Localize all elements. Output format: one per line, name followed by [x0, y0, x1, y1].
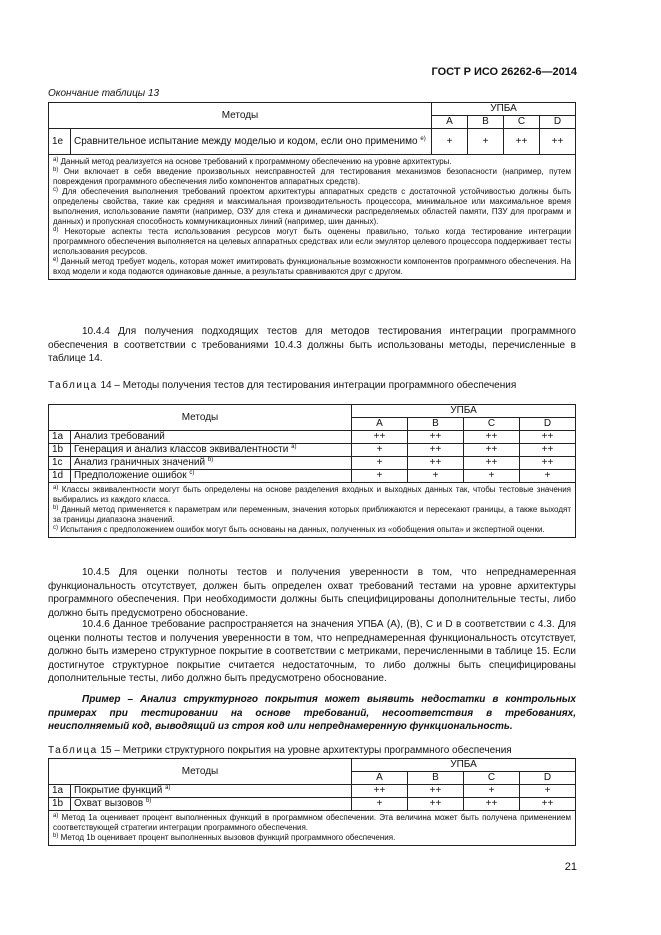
footnote: $^{b)}$ Данный метод применяется к параметрам или переменным, значения которых приближаются и пересекают границы, а также выходят за границы диапазона значений.: [53, 505, 571, 524]
grade-c: C: [464, 418, 520, 431]
col-upba: УПБА: [352, 405, 576, 418]
row-method: Генерация и анализ классов эквивалентности $^{a)}$: [71, 444, 352, 457]
table-row: [49, 798, 576, 811]
grade-b: B: [408, 772, 464, 785]
footnote: $^{b)}$ Они включает в себя введение произвольных неисправностей для тестирования механизмов безопасности (например, путем повреждения программного обеспечения либо компонентов аппаратных средств).: [53, 167, 571, 186]
grade-c: C: [504, 116, 540, 129]
table-14-caption: Таблица 14 – Методы получения тестов для тестирования интеграции программного обеспечения: [48, 380, 517, 391]
col-upba: УПБА: [432, 103, 576, 116]
row-method: Охват вызовов $^{b)}$: [71, 798, 352, 811]
footnote: $^{c)}$ Для обеспечения выполнения требований проектом архитектуры аппаратных средств с достаточной устойчивостью должны быть определены свойства, такие как средняя и максимальная производительность процессора, минимальное или максимальное время выполнения, использование памяти (например, ОЗУ для стека и динамически распределяемых областей памяти, ПЗУ для программ и данных) и пропускная способность коммуникационных линий (например, шин данных).: [53, 187, 571, 226]
row-method: Предположение ошибок $^{c)}$: [71, 470, 352, 483]
table-row: [49, 785, 576, 798]
table-row: [49, 457, 576, 470]
row-value: +: [520, 470, 576, 483]
row-value: ++: [464, 457, 520, 470]
footnote: $^{a)}$ Метод 1a оценивает процент выполненных функций в программном обеспечении. Эта величина может быть получена применением соответствующей стратегии интеграции программного обеспечения.: [53, 813, 571, 832]
row-value: +: [352, 444, 408, 457]
document-code: ГОСТ Р ИСО 26262-6—2014: [431, 66, 577, 78]
grade-d: D: [520, 772, 576, 785]
col-methods: Методы: [49, 103, 432, 129]
footnote: $^{b)}$ Метод 1b оценивает процент выполненных вызовов функций программного обеспечения.: [53, 833, 396, 842]
row-value: +: [352, 798, 408, 811]
row-value: ++: [464, 798, 520, 811]
row-method: Анализ требований: [71, 431, 352, 444]
row-value: ++: [504, 129, 540, 155]
table-15-caption: Таблица 15 – Метрики структурного покрытия на уровне архитектуры программного обеспечения: [48, 745, 512, 756]
table-row: [49, 129, 576, 155]
row-value: +: [468, 129, 504, 155]
paragraph-10-4-5: 10.4.5 Для оценки полноты тестов и получения уверенности в том, что непреднамеренная функциональность отсутствует, должен быть определен охват требований тестами на уровне архитектуры программного обеспечения. При необходимости должны быть специфицированы дополнительные тесты, либо должно быть предусмотрено обоснование.: [48, 567, 576, 619]
footnote: $^{d)}$ Некоторые аспекты теста использования ресурсов могут быть оценены правильно, только когда тестирование интеграции программного обеспечения выполняется на целевых аппаратных средствах или если эмулятор целевого процессора поддерживает тесты использования ресурсов.: [53, 227, 571, 256]
table-row: [49, 444, 576, 457]
grade-b: B: [468, 116, 504, 129]
col-methods: Методы: [49, 759, 352, 785]
table-13: [48, 102, 576, 280]
row-value: ++: [540, 129, 576, 155]
footnote: $^{c)}$ Испытания с предположением ошибок могут быть основаны на данных, полученных из «обобщения опыта» и экспертной оценки.: [53, 525, 545, 534]
col-upba: УПБА: [352, 759, 576, 772]
row-id: 1c: [49, 457, 71, 470]
row-value: ++: [520, 798, 576, 811]
grade-a: A: [352, 418, 408, 431]
row-id: 1e: [49, 129, 71, 155]
table-notes: [49, 483, 576, 538]
paragraph-10-4-4: 10.4.4 Для получения подходящих тестов для методов тестирования интеграции программного обеспечения в соответствии с требованиями 10.4.3 должны быть использованы методы, перечисленные в таблице 14.: [48, 326, 576, 364]
col-methods: Методы: [49, 405, 352, 431]
row-value: ++: [408, 457, 464, 470]
table-13-caption: Окончание таблицы 13: [48, 88, 160, 99]
table-14: [48, 404, 576, 538]
grade-b: B: [408, 418, 464, 431]
row-value: ++: [464, 431, 520, 444]
paragraph-10-4-6: 10.4.6 Данное требование распространяется на значения УПБА (А), (В), С и D в соответствии с 4.3. Для оценки полноты тестов и получения уверенности в том, что непреднамеренная функциональность отсутствует, должно быть измерено структурное покрытие в соответствии с метриками, перечисленными в таблице 15. Если достигнутое структурное покрытие считается недостаточным, то либо должны быть специфицированы дополнительные тесты, либо должно быть предусмотрено обоснование.: [48, 619, 576, 684]
row-method: Покрытие функций $^{a)}$: [71, 785, 352, 798]
row-value: ++: [408, 444, 464, 457]
row-value: ++: [352, 431, 408, 444]
table-notes: [49, 811, 576, 846]
grade-a: A: [352, 772, 408, 785]
table-row: [49, 431, 576, 444]
row-value: ++: [408, 785, 464, 798]
footnote: $^{a)}$ Данный метод реализуется на основе требований к программному обеспечению на уровне архитектуры.: [53, 157, 452, 166]
footnote: $^{e)}$ Данный метод требует модель, которая может имитировать функциональные возможности компонентов программного обеспечения. На вход модели и кода подаются одинаковые данные, а результаты сравниваются друг с другом.: [53, 257, 572, 276]
row-value: ++: [464, 444, 520, 457]
table-row: [49, 470, 576, 483]
row-value: +: [352, 470, 408, 483]
row-id: 1b: [49, 798, 71, 811]
row-id: 1a: [49, 785, 71, 798]
row-value: +: [464, 470, 520, 483]
row-id: 1a: [49, 431, 71, 444]
footnote: $^{a)}$ Классы эквивалентности могут быть определены на основе разделения входных и выходных данных так, чтобы тестовые значения выбирались из каждого класса.: [53, 485, 571, 504]
page-number: 21: [564, 861, 577, 873]
row-value: ++: [520, 444, 576, 457]
row-value: ++: [520, 457, 576, 470]
row-value: ++: [520, 431, 576, 444]
table-notes: [49, 155, 576, 280]
row-value: +: [408, 470, 464, 483]
row-value: ++: [352, 785, 408, 798]
grade-c: C: [464, 772, 520, 785]
row-value: ++: [408, 431, 464, 444]
row-id: 1d: [49, 470, 71, 483]
grade-d: D: [540, 116, 576, 129]
row-value: +: [432, 129, 468, 155]
row-value: ++: [408, 798, 464, 811]
grade-a: A: [432, 116, 468, 129]
row-value: +: [352, 457, 408, 470]
grade-d: D: [520, 418, 576, 431]
row-method: Сравнительное испытание между моделью и кодом, если оно применимо $^{e)}$: [71, 129, 432, 155]
row-id: 1b: [49, 444, 71, 457]
example-paragraph: Пример – Анализ структурного покрытия может выявить недостатки в контрольных примерах при тестировании на основе требований, несоответствия в требованиях, неисполняемый код, выводящий из строя код или непреднамеренную функциональность.: [48, 694, 576, 732]
row-value: +: [464, 785, 520, 798]
row-value: +: [520, 785, 576, 798]
table-15: [48, 758, 576, 846]
row-method: Анализ граничных значений $^{b)}$: [71, 457, 352, 470]
